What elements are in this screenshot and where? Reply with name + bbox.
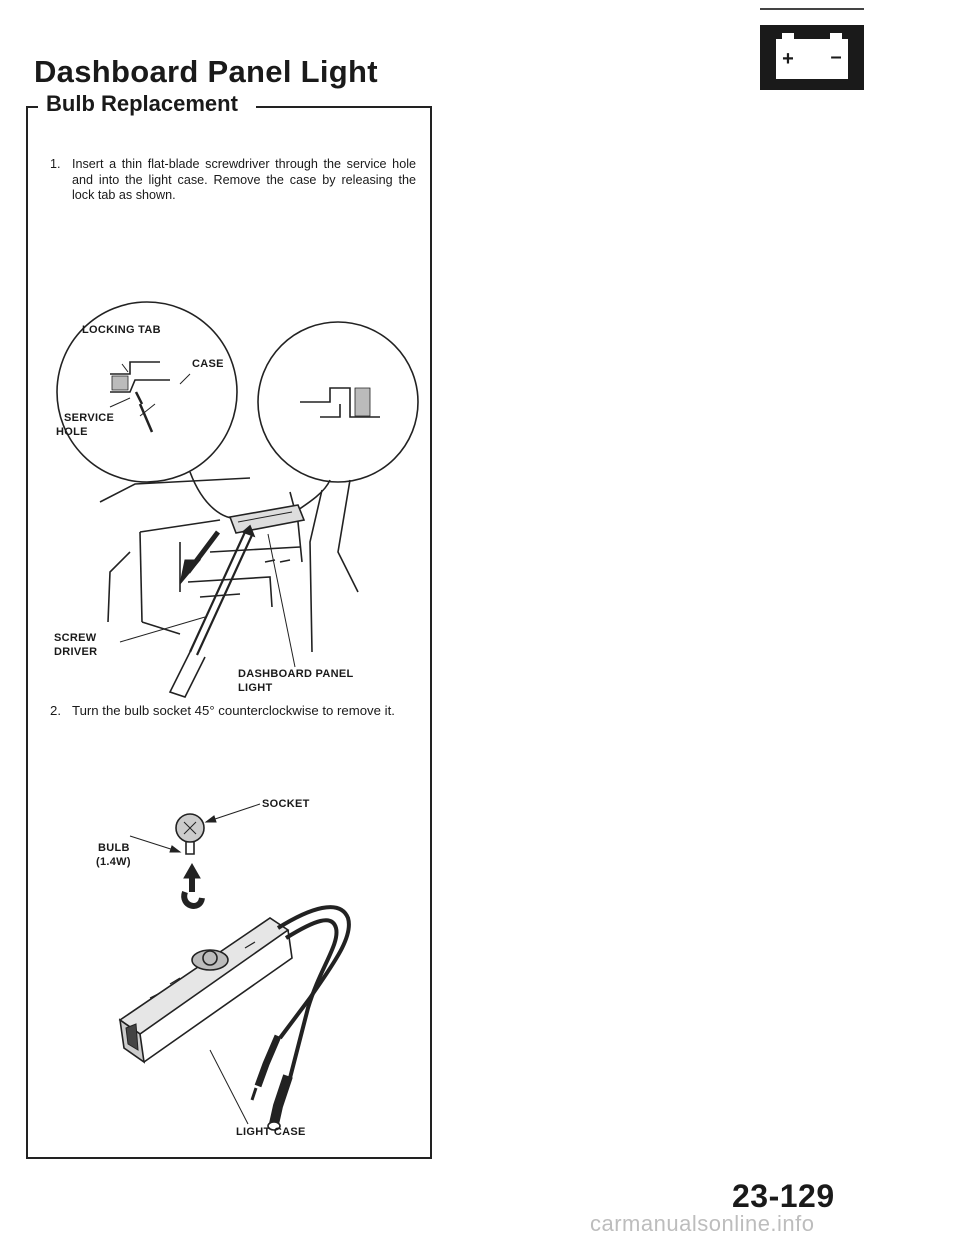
label-driver: DRIVER	[54, 646, 98, 658]
step-2-text: Turn the bulb socket 45° counterclockwise to remove it.	[72, 703, 395, 718]
step-1-number: 1.	[50, 157, 61, 171]
light-case-illustration	[40, 788, 420, 1144]
label-bulb: BULB	[98, 842, 130, 854]
step-2	[50, 703, 416, 719]
section-title: Bulb Replacement	[42, 91, 242, 117]
battery-icon	[760, 25, 864, 90]
watermark: carmanualsonline.info	[590, 1211, 815, 1236]
label-socket: SOCKET	[262, 798, 310, 810]
battery-plus: +	[782, 48, 794, 70]
label-bulb-rating: (1.4W)	[96, 856, 131, 868]
label-hole: HOLE	[56, 426, 88, 438]
frame-corner	[26, 106, 38, 108]
section-head-rule	[256, 106, 430, 108]
figure-dashboard-light-removal	[40, 292, 420, 702]
top-rule	[760, 8, 864, 10]
battery-minus: –	[830, 46, 842, 68]
label-case: CASE	[192, 358, 224, 370]
page-title: Dashboard Panel Light	[34, 54, 378, 89]
step-1	[50, 157, 416, 204]
label-service: SERVICE	[64, 412, 115, 424]
page-number: 23-129	[732, 1178, 835, 1214]
label-screw: SCREW	[54, 632, 97, 644]
label-light: LIGHT	[238, 682, 273, 694]
step-2-number: 2.	[50, 703, 61, 718]
label-locking-tab: LOCKING TAB	[82, 324, 161, 336]
label-light-case: LIGHT CASE	[236, 1126, 306, 1138]
figure-bulb-socket	[40, 788, 420, 1144]
step-1-text: Insert a thin flat-blade screwdriver through the service hole and into the light case. Remove the case by releasing the lock tab as shown.	[72, 157, 416, 202]
dashboard-illustration	[40, 292, 420, 702]
label-dashboard-panel: DASHBOARD PANEL	[238, 668, 354, 680]
